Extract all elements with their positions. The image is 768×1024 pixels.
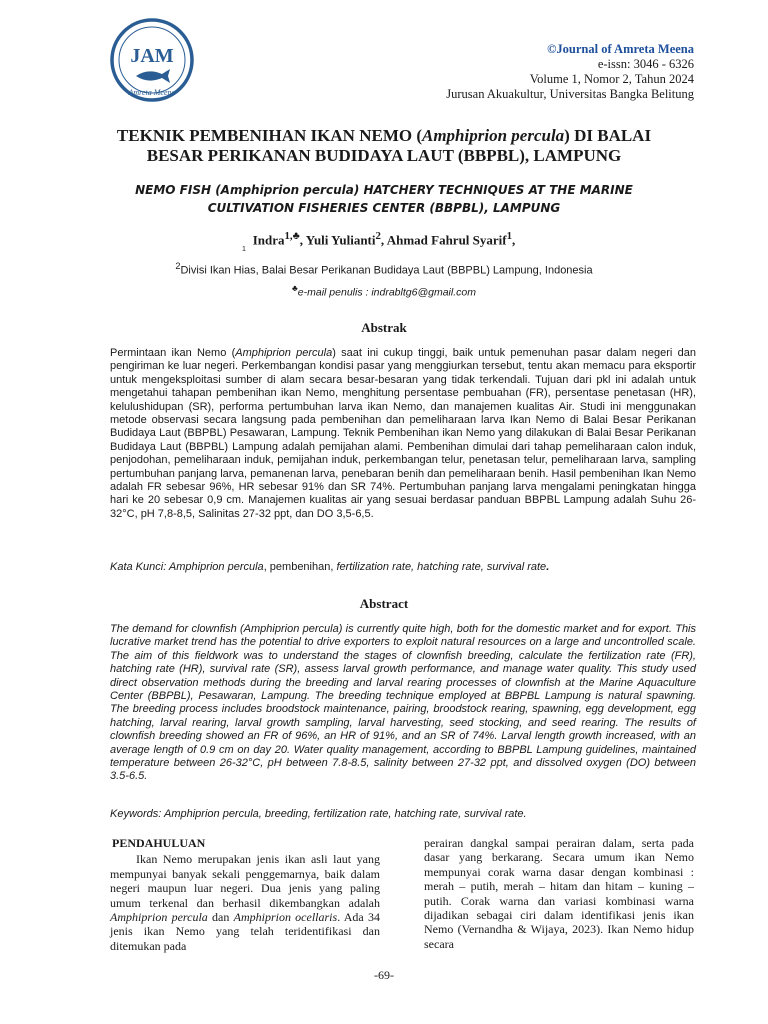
author-email: ♣e-mail penulis : indrabltg6@gmail.com <box>292 283 476 299</box>
paper-title-english: NEMO FISH (Amphiprion percula) HATCHERY TECHNIQUES AT THE MARINE CULTIVATION FISHERIES CENTER (BBPBL), LAMPUNG <box>135 183 633 215</box>
intro-heading: PENDAHULUAN <box>112 836 206 850</box>
title-species: Amphiprion percula <box>422 126 565 145</box>
logo-monogram: JAM <box>130 45 174 67</box>
author-list: Indra$^{1,♣}$, Yuli Yulianti$^2$, Ahmad Fahrul Syarif$^1$, <box>252 230 516 248</box>
journal-volume: Volume 1, Nomor 2, Tahun 2024 <box>529 72 694 86</box>
kata-kunci: Kata Kunci: Amphiprion percula, pembenihan, fertilization rate, hatching rate, survival rate. <box>110 561 550 573</box>
abstrak-heading: Abstrak <box>361 320 407 335</box>
keywords: Keywords: Amphiprion percula, breeding, fertilization rate, hatching rate, survival rate. <box>110 808 527 820</box>
journal-info <box>446 42 694 102</box>
affiliation: $^2$Divisi Ikan Hias, Balai Besar Perikanan Budidaya Laut (BBPBL) Lampung, Indonesia <box>175 261 593 277</box>
abstract-body: The demand for clownfish (Amphiprion percula) is currently quite high, both for the domestic market and for export. This lucrative market trend has the potential to drive exporters to exploit natural resources on a large and uncontrolled scale. The aim of this fieldwork was to understand the stages of clownfish breeding, calculate the fertilization rate (FR), hatching rate (HR), survival rate (SR), assess larval growth performance, and manage water quality. This study used direct observation methods during the breeding and larval rearing processes of clownfish at the Marine Aquaculture Center (BBPBL), Pesawaran, Lampung. The breeding technique employed at BBPBL Lampung is natural spawning. The breeding process includes broodstock maintenance, pairing, broodstock rearing, spawning, egg development, egg hatching, larval rearing, larval growth sampling, larval harvesting, seed stocking, and seed rearing. The results of clownfish breeding showed an FR of 96%, an HR of 91%, and an SR of 74%. Larval length growth increased, with an average length of 0.9 cm on day 20. Water quality management, according to BBPBL Lampung guidelines, maintained temperature between 26-32°C, pH between 7.8-8.5, salinity between 27-32 ppt, and dissolved oxygen (DO) between 3.5-6.5. <box>110 623 696 783</box>
journal-issn: e-issn: 3046 - 6326 <box>597 57 694 71</box>
fish-icon <box>136 69 170 83</box>
abstrak-body: Permintaan ikan Nemo (Amphiprion percula) saat ini cukup tinggi, baik untuk pemenuhan pasar dalam negeri dan pengiriman ke luar negeri. Perkembangan kondisi pasar yang menggiurkan tersebut, tentu akan memacu para eksportir untuk mengeksploitasi sumber di alam secara besar-besaran yang tidak terkendali. Tujuan dari pkl ini adalah untuk mengetahui tahapan pembenihan ikan Nemo, menghitung persentase pembuahan (FR), persentase penetasan (HR), kelulushidupan (SR), performa pertumbuhan larva ikan Nemo, dan manajemen kualitas Air. Studi ini menggunakan metode observasi secara langsung pada pembenihan dan pemeliharaan larva Ikan Nemo di Balai Besar Perikanan Budidaya Laut (BBPBL) Pesawaran, Lampung. Teknik Pembenihan ikan Nemo yang dilakukan di Balai Besar Perikanan Budidaya Laut (BBPBL) Lampung adalah pemijahan alami. Pembenihan dimulai dari tahap pemeliharaan calon induk, penjodohan, pemeliharaan induk, pemijahan induk, perkembangan telur, penetasan telur, pemeliharaan larva, sampling pertumbuhan panjang larva, pemanenan larva, penebaran benih dan pemeliharaan benih. Hasil pembenihan Ikan Nemo adalah FR sebesar 96%, HR sebesar 91% dan SR 74%. Pertumbuhan panjang larva mengalami peningkatan hingga hari ke 20 sebesar 0,9 cm. Manajemen kualitas air yang sesuai berdasar panduan BBPBL Lampung adalah Suhu 26-32°C, pH 7,8-8,5, Salinitas 27-32 ppt, dan DO 3,5-6,5. <box>110 347 696 520</box>
journal-department: Jurusan Akuakultur, Universitas Bangka Belitung <box>446 87 694 101</box>
journal-name: ©Journal of Amreta Meena <box>547 42 694 56</box>
affiliation-marker: 1 <box>242 246 246 253</box>
intro-paragraph-cont: perairan dangkal sampai perairan dalam, serta pada dasar yang berkarang. Secara umum ikan Nemo mempunyai corak warna dasar dengan kombinasi : merah – putih, merah – hitam dan hitam – kuning – putih. Corak warna dan variasi kombinasi warna dijadikan sebagai ciri dalam identifikasi jenis ikan Nemo (Vernandha & Wijaya, 2023). Ikan Nemo hidup secara <box>424 836 694 951</box>
logo-ring-text: Amreta Meena <box>128 88 176 97</box>
intro-paragraph: Ikan Nemo merupakan jenis ikan asli laut yang mempunyai banyak sekali penggemarnya, baik dalam negeri maupun luar negeri. Dua jenis yang paling umum terkenal dan berhasil dikembangkan adalah Amphiprion percula dan Amphiprion ocellaris. Ada 34 jenis ikan Nemo yang telah teridentifikasi dan ditemukan pada <box>110 852 381 953</box>
intro-left-column <box>110 836 380 953</box>
paper-title: TEKNIK PEMBENIHAN IKAN NEMO (Amphiprion percula) DI BALAI BESAR PERIKANAN BUDIDAYA LAUT (BBPBL), LAMPUNG <box>116 126 652 165</box>
intro-right-column <box>424 836 694 951</box>
abstract-heading: Abstract <box>359 596 409 611</box>
page-number: -69- <box>374 968 394 982</box>
journal-logo <box>108 18 196 102</box>
